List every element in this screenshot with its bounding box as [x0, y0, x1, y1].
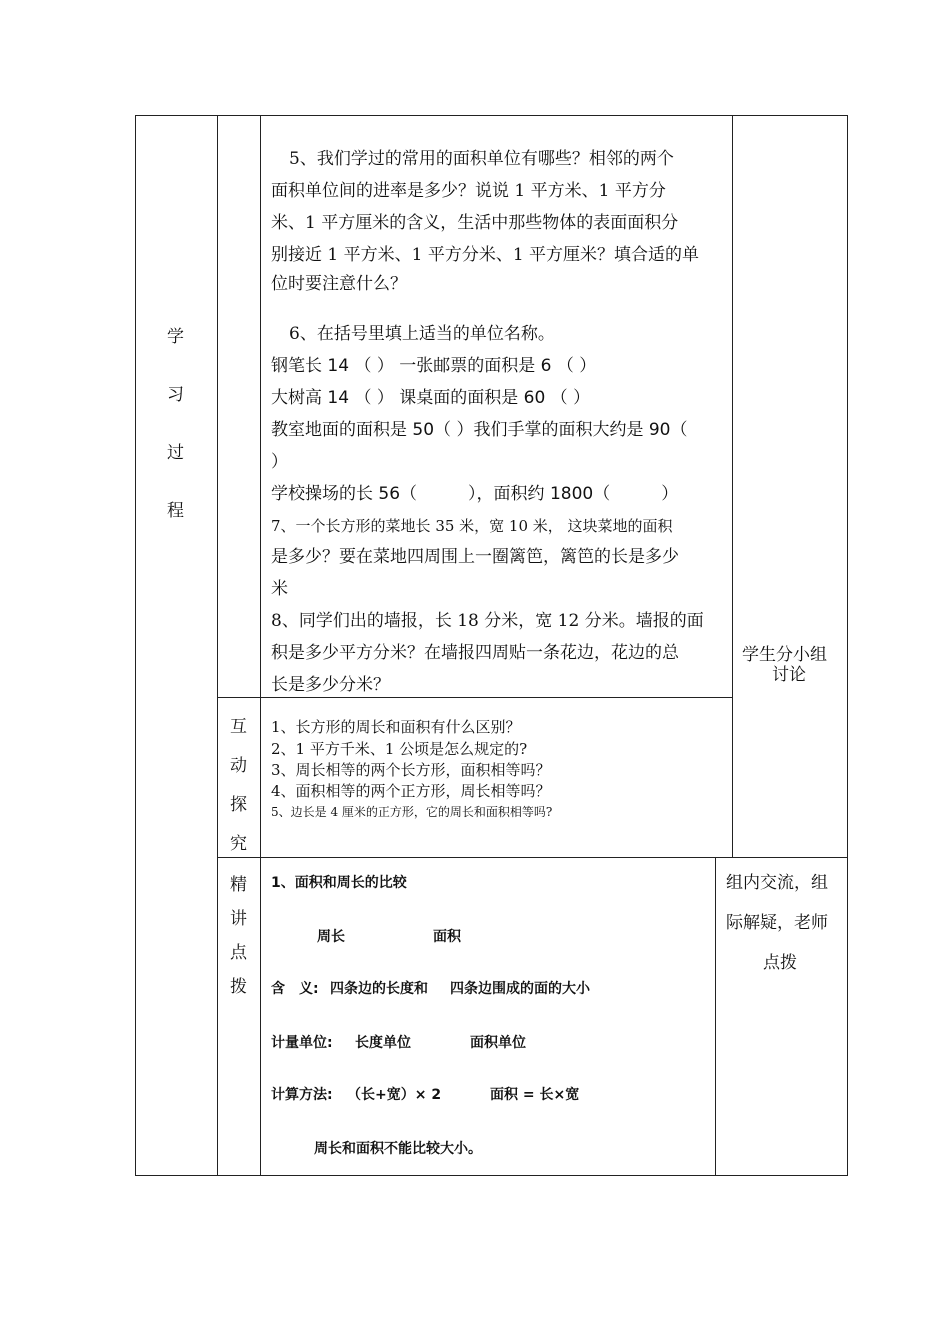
lecture-title: 1、面积和周长的比较: [271, 875, 407, 891]
q7-line: 7、一个长方形的菜地长 35 米，宽 10 米， 这块菜地的面积: [271, 517, 673, 535]
q5-line: 别接近 1 平方米、1 平方分米、1 平方厘米？填合适的单: [271, 245, 700, 265]
q6-line: ）: [271, 452, 288, 472]
q6-line: 钢笔长 14 （ ） 一张邮票的面积是 6 （ ）: [271, 356, 597, 376]
interactive-label-char-3: 探: [230, 795, 247, 815]
col-divider-3-upper: [732, 115, 733, 858]
col-divider-1: [217, 115, 218, 1176]
table-top-border: [135, 115, 848, 116]
q5-line: 面积单位间的进率是多少？说说 1 平方米、1 平方分: [271, 181, 666, 201]
lecture-method-perimeter: （长+宽）× 2: [347, 1087, 442, 1103]
lecture-conclusion: 周长和面积不能比较大小。: [314, 1141, 482, 1157]
lecture-method-area: 面积 = 长×宽: [490, 1087, 580, 1103]
q8-line: 8、同学们出的墙报，长 18 分米，宽 12 分米。墙报的面: [271, 611, 704, 631]
lecture-label-char-2: 讲: [230, 909, 247, 929]
left-label-char-3: 过: [167, 443, 184, 463]
left-label-char-4: 程: [167, 501, 184, 521]
lecture-meaning-label: 含 义:: [271, 981, 319, 997]
interactive-item: 1、长方形的周长和面积有什么区别？: [271, 718, 521, 736]
q8-line: 长是多少分米？: [271, 675, 390, 695]
q6-line: 大树高 14 （ ） 课桌面的面积是 60 （ ）: [271, 388, 591, 408]
q5-line: 米、1 平方厘米的含义，生活中那些物体的表面面积分: [271, 213, 679, 233]
lecture-label-char-4: 拨: [230, 977, 247, 997]
q5-line: 5、我们学过的常用的面积单位有哪些？相邻的两个: [289, 149, 674, 169]
lecture-unit-perimeter: 长度单位: [355, 1035, 411, 1051]
lecture-method-label: 计算方法:: [271, 1087, 333, 1103]
q7-line: 米: [271, 579, 288, 599]
lecture-col-area: 面积: [433, 929, 461, 945]
q6-title: 6、在括号里填上适当的单位名称。: [289, 324, 555, 344]
group-discussion-note-line2: 讨论: [772, 665, 806, 685]
lecture-label-char-3: 点: [230, 943, 247, 963]
lecture-meaning-perimeter: 四条边的长度和: [330, 981, 428, 997]
lecture-unit-area: 面积单位: [470, 1035, 526, 1051]
lecture-label-char-1: 精: [230, 875, 247, 895]
interactive-label-char-2: 动: [230, 756, 247, 776]
q7-line: 是多少？要在菜地四周围上一圈篱笆，篱笆的长是多少: [271, 547, 679, 567]
col-divider-2: [260, 115, 261, 1176]
interactive-item: 5、边长是 4 厘米的正方形，它的周长和面积相等吗?: [271, 805, 553, 819]
q5-line: 位时要注意什么？: [271, 274, 407, 294]
exchange-note-line2: 际解疑，老师: [726, 913, 828, 933]
interactive-label-char-4: 究: [230, 834, 247, 854]
lecture-meaning-area: 四条边围成的面的大小: [450, 981, 590, 997]
interactive-item: 2、1 平方千米、1 公顷是怎么规定的?: [271, 740, 528, 758]
row-divider-2: [217, 857, 848, 858]
q6-line: 学校操场的长 56（ ），面积约 1800（ ）: [271, 484, 679, 504]
lecture-col-perimeter: 周长: [317, 929, 345, 945]
left-label-char-2: 习: [167, 385, 184, 405]
exchange-note-line3: 点拨: [763, 953, 797, 973]
interactive-label-char-1: 互: [230, 717, 247, 737]
interactive-item: 4、面积相等的两个正方形，周长相等吗？: [271, 782, 551, 800]
table-right-border: [847, 115, 848, 1176]
left-label-char-1: 学: [167, 327, 184, 347]
table-left-border: [135, 115, 136, 1176]
exchange-note-line1: 组内交流，组: [726, 873, 828, 893]
q6-line: 教室地面的面积是 50（ ）我们手掌的面积大约是 90（: [271, 420, 688, 440]
col-divider-3-lower: [715, 857, 716, 1176]
interactive-item: 3、周长相等的两个长方形，面积相等吗？: [271, 761, 551, 779]
q8-line: 积是多少平方分米？在墙报四周贴一条花边，花边的总: [271, 643, 679, 663]
group-discussion-note-line1: 学生分小组: [742, 645, 827, 665]
lecture-unit-label: 计量单位:: [271, 1035, 333, 1051]
table-bottom-border: [135, 1175, 848, 1176]
